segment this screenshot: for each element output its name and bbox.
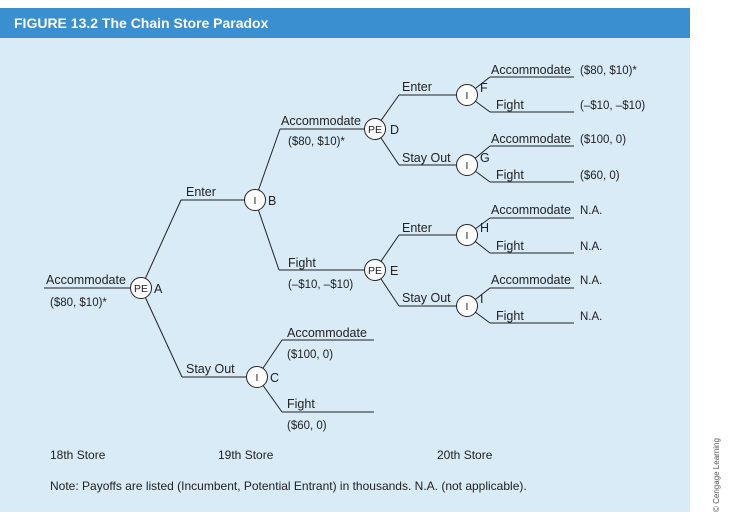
node-f-player: I bbox=[465, 90, 469, 102]
node-g-player: I bbox=[465, 160, 469, 172]
e-enter-label: Enter bbox=[402, 221, 432, 235]
c-fight-payoff: ($60, 0) bbox=[287, 420, 327, 432]
root-accommodate-label: Accommodate bbox=[46, 273, 126, 287]
h-accommodate-label: Accommodate bbox=[491, 203, 571, 217]
d-enter-label: Enter bbox=[402, 80, 432, 94]
b-accommodate-payoff: ($80, $10)* bbox=[288, 136, 345, 148]
edge-a-enter bbox=[141, 200, 181, 288]
c-fight-label: Fight bbox=[287, 397, 315, 411]
c-accommodate-label: Accommodate bbox=[287, 326, 367, 340]
credit-line: © Cengage Learning bbox=[712, 438, 721, 512]
f-accommodate-label: Accommodate bbox=[491, 63, 571, 77]
g-accommodate-label: Accommodate bbox=[491, 132, 571, 146]
i-fight-label: Fight bbox=[496, 309, 524, 323]
stage-20th-store: 20th Store bbox=[437, 448, 493, 462]
b-fight-payoff: (–$10, –$10) bbox=[288, 279, 354, 291]
i-fight-payoff: N.A. bbox=[580, 311, 603, 323]
node-b-label: B bbox=[268, 194, 277, 208]
g-accommodate-payoff: ($100, 0) bbox=[580, 134, 627, 146]
node-c-player: I bbox=[255, 372, 259, 384]
a-stay-out-label: Stay Out bbox=[186, 362, 235, 376]
e-stay-out-label: Stay Out bbox=[402, 291, 451, 305]
a-enter-label: Enter bbox=[186, 185, 216, 199]
node-i-player: I bbox=[465, 301, 469, 313]
node-e-label: E bbox=[390, 264, 399, 278]
figure-title: FIGURE 13.2 The Chain Store Paradox bbox=[14, 15, 269, 31]
c-accommodate-payoff: ($100, 0) bbox=[287, 349, 334, 361]
node-c-label: C bbox=[270, 371, 280, 385]
figure-note: Note: Payoffs are listed (Incumbent, Potential Entrant) in thousands. N.A. (not applicable). bbox=[50, 479, 527, 493]
i-accommodate-label: Accommodate bbox=[491, 273, 571, 287]
node-a-label: A bbox=[154, 282, 163, 296]
node-h-label: H bbox=[480, 221, 490, 235]
f-fight-label: Fight bbox=[496, 98, 524, 112]
node-g-label: G bbox=[480, 151, 490, 165]
i-accommodate-payoff: N.A. bbox=[580, 275, 603, 287]
g-fight-label: Fight bbox=[496, 168, 524, 182]
root-accommodate-payoff: ($80, $10)* bbox=[50, 297, 107, 309]
h-fight-label: Fight bbox=[496, 239, 524, 253]
edge-b-accommodate bbox=[255, 129, 280, 200]
b-accommodate-label: Accommodate bbox=[281, 114, 361, 128]
d-stay-out-label: Stay Out bbox=[402, 151, 451, 165]
node-i-label: I bbox=[480, 292, 484, 306]
f-accommodate-payoff: ($80, $10)* bbox=[580, 65, 637, 77]
node-h-player: I bbox=[465, 230, 469, 242]
node-f-label: F bbox=[480, 81, 488, 95]
node-a-player: PE bbox=[133, 283, 149, 295]
stage-18th-store: 18th Store bbox=[50, 448, 106, 462]
b-fight-label: Fight bbox=[288, 256, 316, 270]
h-fight-payoff: N.A. bbox=[580, 241, 603, 253]
edge-a-stay-out bbox=[141, 288, 182, 377]
node-b-player: I bbox=[253, 195, 257, 207]
g-fight-payoff: ($60, 0) bbox=[580, 170, 620, 182]
stage-19th-store: 19th Store bbox=[218, 448, 274, 462]
node-d-player: PE bbox=[367, 124, 383, 136]
h-accommodate-payoff: N.A. bbox=[580, 205, 603, 217]
node-e-player: PE bbox=[367, 265, 383, 277]
f-fight-payoff: (–$10, –$10) bbox=[580, 100, 646, 112]
node-d-label: D bbox=[390, 123, 400, 137]
edge-b-fight bbox=[255, 200, 279, 270]
